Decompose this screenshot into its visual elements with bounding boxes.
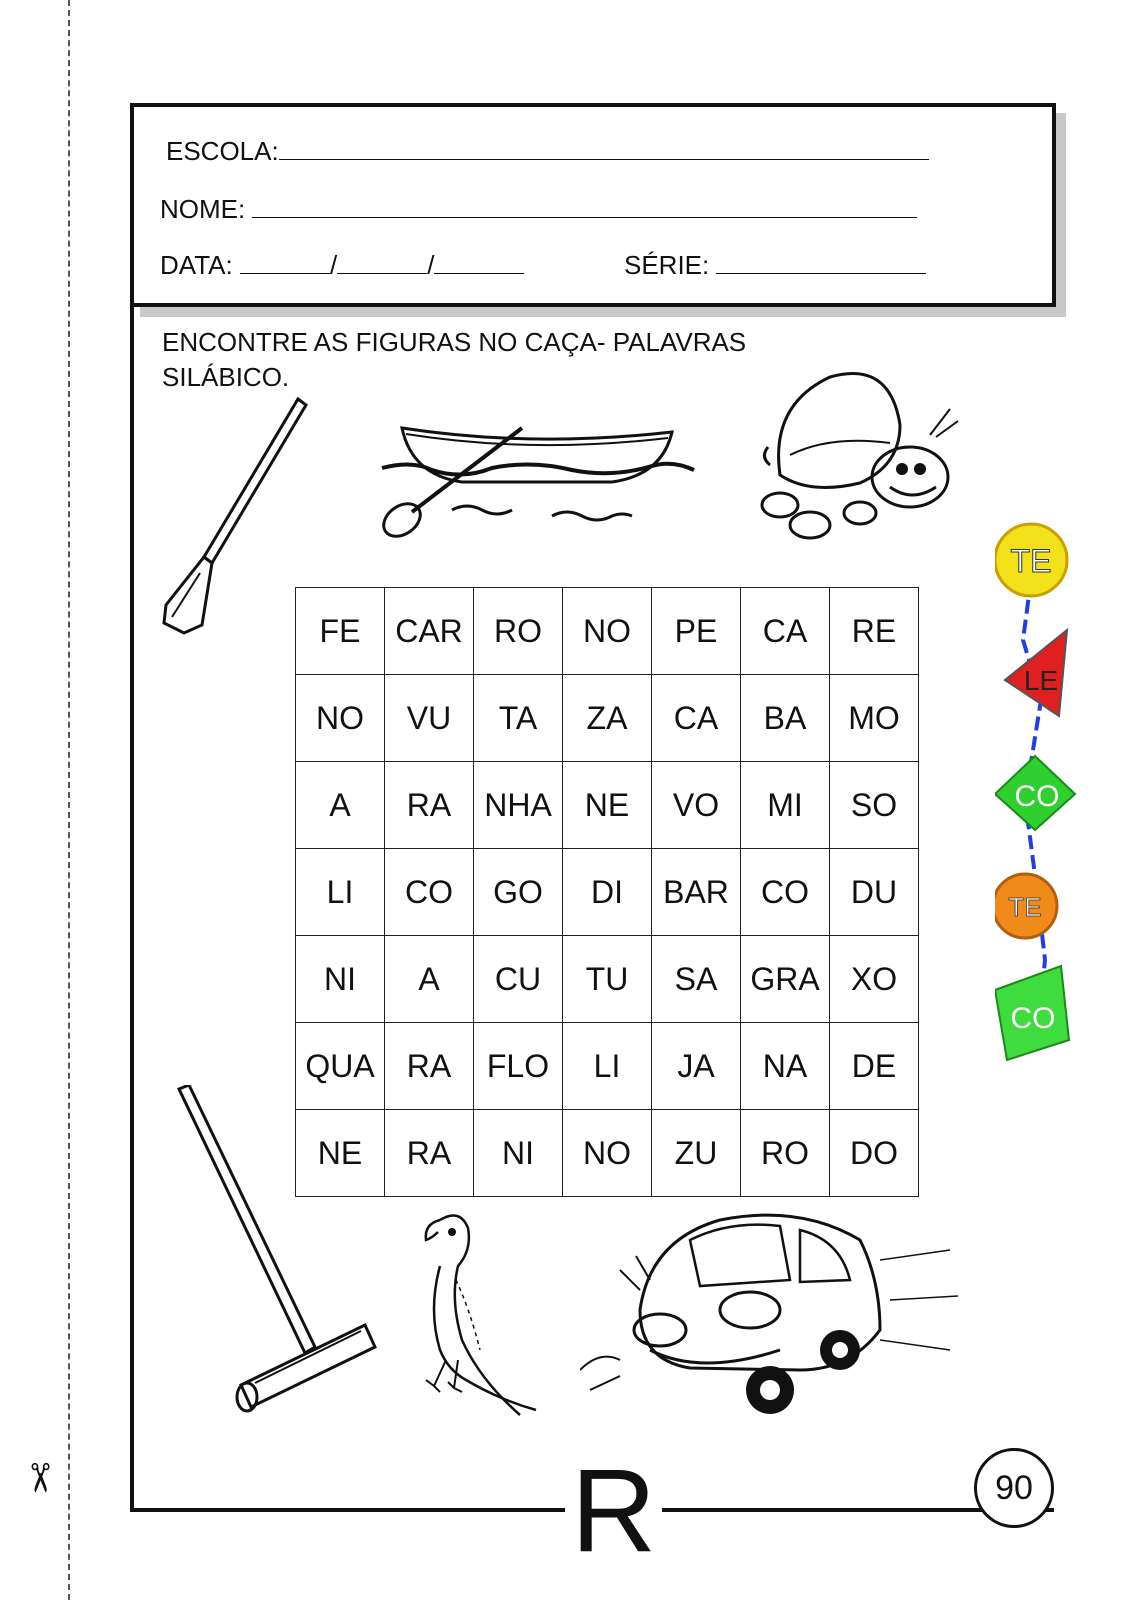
grid-cell[interactable]: MI <box>741 762 830 849</box>
grid-cell[interactable]: RA <box>385 762 474 849</box>
grid-cell[interactable]: NI <box>296 936 385 1023</box>
grid-cell[interactable]: CO <box>741 849 830 936</box>
grid-cell[interactable]: ZU <box>652 1110 741 1197</box>
grid-row <box>296 762 919 849</box>
nome-label: NOME: <box>160 194 246 224</box>
ball-te-icon <box>995 524 1067 596</box>
grid-cell[interactable]: NO <box>563 1110 652 1197</box>
nome-field[interactable] <box>252 193 917 218</box>
data-year-field[interactable] <box>434 249 524 274</box>
data-separator: / <box>427 250 435 280</box>
data-row <box>160 249 524 280</box>
grid-cell[interactable]: DU <box>830 849 919 936</box>
grid-cell[interactable]: RO <box>741 1110 830 1197</box>
page-number: 90 <box>974 1448 1054 1528</box>
data-day-field[interactable] <box>240 249 330 274</box>
grid-cell[interactable]: DI <box>563 849 652 936</box>
grid-cell[interactable]: VU <box>385 675 474 762</box>
grid-cell[interactable]: CAR <box>385 588 474 675</box>
parrot-icon <box>410 1210 550 1420</box>
grid-cell[interactable]: CU <box>474 936 563 1023</box>
grid-cell[interactable]: NA <box>741 1023 830 1110</box>
ball-te-orange-label: TE <box>1008 892 1042 922</box>
ball-te-label: TE <box>1010 543 1052 579</box>
header-box <box>130 103 1056 307</box>
grid-cell[interactable]: NI <box>474 1110 563 1197</box>
data-month-field[interactable] <box>337 249 427 274</box>
instruction-text: ENCONTRE AS FIGURAS NO CAÇA- PALAVRAS SILÁBICO. <box>162 327 747 392</box>
grid-row <box>296 1023 919 1110</box>
scissors-icon: ✂ <box>15 1461 62 1495</box>
grid-cell[interactable]: MO <box>830 675 919 762</box>
grid-cell[interactable]: CO <box>385 849 474 936</box>
grid-cell[interactable]: BA <box>741 675 830 762</box>
word-search-grid <box>295 587 919 1197</box>
cut-line <box>68 0 70 1600</box>
serie-field[interactable] <box>716 249 926 274</box>
grid-cell[interactable]: FE <box>296 588 385 675</box>
grid-row <box>296 675 919 762</box>
grid-row <box>296 849 919 936</box>
triangle-le-label: LE <box>1023 665 1059 696</box>
grid-cell[interactable]: XO <box>830 936 919 1023</box>
grid-cell[interactable]: CA <box>741 588 830 675</box>
grid-row <box>296 588 919 675</box>
diamond-co-icon <box>995 756 1075 830</box>
grid-cell[interactable]: ZA <box>563 675 652 762</box>
data-label: DATA: <box>160 250 233 280</box>
grid-cell[interactable]: RE <box>830 588 919 675</box>
turtle-icon <box>750 365 960 545</box>
grid-cell[interactable]: LI <box>563 1023 652 1110</box>
grid-cell[interactable]: NO <box>563 588 652 675</box>
grid-cell[interactable]: VO <box>652 762 741 849</box>
ball-te-orange-icon <box>995 874 1057 938</box>
grid-cell[interactable]: QUA <box>296 1023 385 1110</box>
nome-row <box>160 193 917 224</box>
grid-cell[interactable]: PE <box>652 588 741 675</box>
canoe-icon <box>372 420 702 545</box>
escola-label: ESCOLA: <box>166 136 279 166</box>
grid-cell[interactable]: GRA <box>741 936 830 1023</box>
grid-cell[interactable]: RA <box>385 1023 474 1110</box>
grid-cell[interactable]: SO <box>830 762 919 849</box>
grid-cell[interactable]: RA <box>385 1110 474 1197</box>
grid-cell[interactable]: FLO <box>474 1023 563 1110</box>
grid-cell[interactable]: SA <box>652 936 741 1023</box>
grid-cell[interactable]: TA <box>474 675 563 762</box>
grid-cell[interactable]: BAR <box>652 849 741 936</box>
triangle-le-icon <box>1005 630 1067 716</box>
grid-cell[interactable]: DO <box>830 1110 919 1197</box>
grid-cell[interactable]: DE <box>830 1023 919 1110</box>
serie-row <box>624 249 926 280</box>
syllable-chain-decoration <box>995 520 1105 1080</box>
squeegee-icon <box>165 1085 385 1415</box>
grid-cell[interactable]: GO <box>474 849 563 936</box>
serie-label: SÉRIE: <box>624 250 710 280</box>
grid-cell[interactable]: NE <box>563 762 652 849</box>
escola-field[interactable] <box>279 135 929 160</box>
grid-cell[interactable]: NE <box>296 1110 385 1197</box>
diamond-co-label: CO <box>1014 780 1060 813</box>
data-separator: / <box>329 250 338 280</box>
featured-letter: R <box>565 1452 662 1570</box>
escola-row <box>166 135 929 166</box>
grid-cell[interactable]: LI <box>296 849 385 936</box>
grid-cell[interactable]: JA <box>652 1023 741 1110</box>
grid-row <box>296 936 919 1023</box>
grid-cell[interactable]: TU <box>563 936 652 1023</box>
grid-cell[interactable]: A <box>385 936 474 1023</box>
quad-co-label: CO <box>1010 1002 1056 1035</box>
grid-cell[interactable]: NHA <box>474 762 563 849</box>
grid-cell[interactable]: RO <box>474 588 563 675</box>
grid-cell[interactable]: CA <box>652 675 741 762</box>
car-icon <box>580 1200 960 1420</box>
quad-co-icon <box>995 966 1069 1060</box>
grid-cell[interactable]: NO <box>296 675 385 762</box>
grid-row <box>296 1110 919 1197</box>
grid-cell[interactable]: A <box>296 762 385 849</box>
